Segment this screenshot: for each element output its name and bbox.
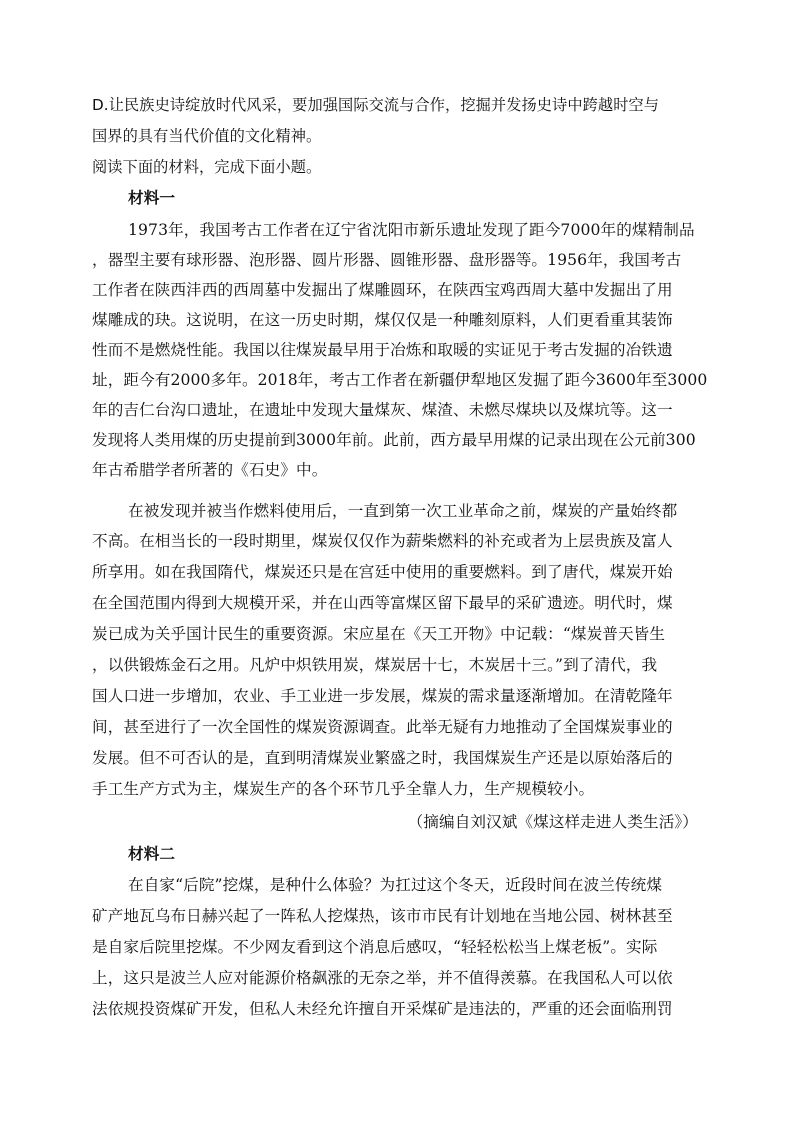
material-1-para-2-line: 不高。在相当长的一段时期里，煤炭仅仅作为薪柴燃料的补充或者为上层贵族及富人 (92, 532, 673, 550)
material-1-para-2-line: 在被发现并被当作燃料使用后，一直到第一次工业革命之前，煤炭的产量始终都 (128, 502, 678, 520)
material-1-para-1-line: 煤雕成的玦。这说明，在这一历史时期，煤仅仅是一种雕刻原料，人们更看重其装饰 (92, 311, 673, 329)
material-1-para-1-line: 址，距今有2000多年。2018年，考古工作者在新疆伊犁地区发掘了距今3600年至3000 (92, 371, 708, 389)
material-1-heading: 材料一 (128, 188, 176, 207)
material-1-source: （摘编自刘汉斌《煤这样走进人类生活》） (407, 813, 698, 831)
material-1-para-2-line: 间，甚至进行了一次全国性的煤炭资源调查。此举无疑有力地推动了全国煤炭事业的 (92, 718, 673, 736)
material-1-para-2-line: 手工生产方式为主，煤炭生产的各个环节几乎全靠人力，生产规模较小。 (92, 780, 595, 798)
option-d-line-1: D.让民族史诗绽放时代风采，要加强国际交流与合作，挖掘并发扬史诗中跨越时空与 (92, 96, 660, 114)
material-1-para-1-line: 性而不是燃烧性能。我国以往煤炭最早用于冶炼和取暖的实证见于考古发掘的冶铁遗 (92, 341, 673, 359)
material-1-para-2-line: ，以供锻炼金石之用。凡炉中炽铁用炭，煤炭居十七，木炭居十三。”到了清代，我 (92, 656, 658, 674)
material-2-para-1-line: 上，这只是波兰人应对能源价格飙涨的无奈之举，并不值得羡慕。在我国私人可以依 (92, 969, 673, 987)
material-2-para-1-line: 是自家后院里挖煤。不少网友看到这个消息后感叹，“轻轻松松当上煤老板”。实际 (92, 938, 658, 956)
material-1-para-1-line: 1973年，我国考古工作者在辽宁省沈阳市新乐遗址发现了距今7000年的煤精制品 (128, 221, 695, 239)
material-1-para-2-line: 在全国范围内得到大规模开采，并在山西等富煤区留下最早的采矿遗迹。明代时，煤 (92, 594, 673, 612)
material-1-para-1-line: ，器型主要有球形器、泡形器、圆片形器、圆锥形器、盘形器等。1956年，我国考古 (92, 251, 682, 269)
material-2-para-1-line: 矿产地瓦乌布日赫兴起了一阵私人挖煤热，该市市民有计划地在当地公园、树林甚至 (92, 907, 673, 925)
material-2-para-1-line: 在自家“后院”挖煤，是种什么体验？为扛过这个冬天，近段时间在波兰传统煤 (128, 876, 663, 894)
material-2-heading: 材料二 (128, 844, 176, 863)
material-2-para-1-line: 法依规投资煤矿开发，但私人未经允许擅自开采煤矿是违法的，严重的还会面临刑罚 (92, 1000, 673, 1018)
reading-instruction: 阅读下面的材料，完成下面小题。 (92, 158, 322, 176)
material-1-para-2-line: 发展。但不可否认的是，直到明清煤炭业繁盛之时，我国煤炭生产还是以原始落后的 (92, 749, 673, 767)
material-1-para-2-line: 国人口进一步增加，农业、手工业进一步发展，煤炭的需求量逐渐增加。在清乾隆年 (92, 687, 673, 705)
material-1-para-1-line: 发现将人类用煤的历史提前到3000年前。此前，西方最早用煤的记录出现在公元前300 (92, 431, 696, 449)
material-1-para-2-line: 所享用。如在我国隋代，煤炭还只是在宫廷中使用的重要燃料。到了唐代，煤炭开始 (92, 563, 673, 581)
material-1-para-1-line: 工作者在陕西沣西的西周墓中发掘出了煤雕圆环，在陕西宝鸡西周大墓中发掘出了用 (92, 281, 673, 299)
material-1-para-1-line: 年的吉仁台沟口遗址，在遗址中发现大量煤灰、煤渣、未燃尽煤块以及煤坑等。这一 (92, 401, 673, 419)
material-1-para-1-line: 年古希腊学者所著的《石史》中。 (92, 461, 328, 479)
material-1-para-2-line: 炭已成为关乎国计民生的重要资源。宋应星在《天工开物》中记载：“煤炭普天皆生 (92, 625, 666, 643)
option-d-line-2: 国界的具有当代价值的文化精神。 (92, 127, 322, 145)
